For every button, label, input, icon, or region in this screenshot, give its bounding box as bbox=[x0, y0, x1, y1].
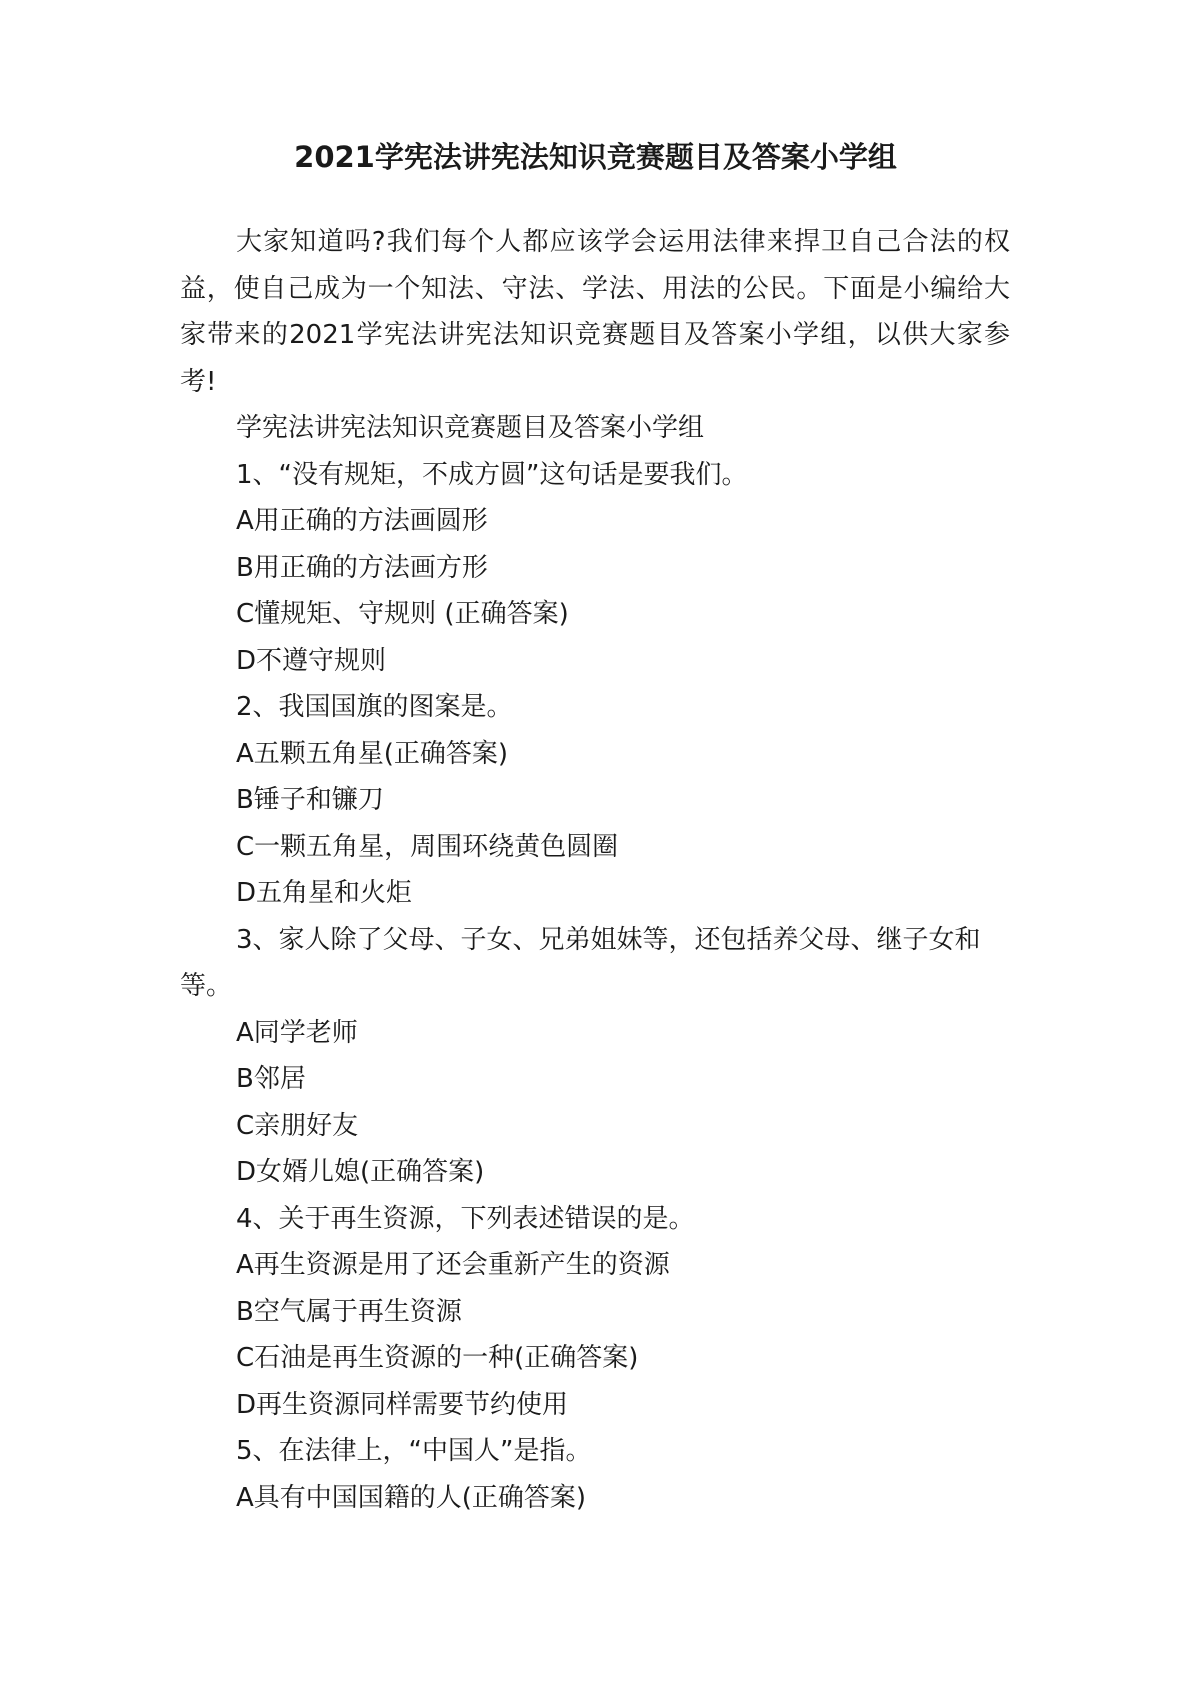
answer-option: C石油是再生资源的一种(正确答案) bbox=[236, 1343, 639, 1373]
answer-option: C懂规矩、守规则 (正确答案) bbox=[236, 599, 569, 629]
question-text: 5、在法律上，“中国人”是指。 bbox=[236, 1436, 592, 1466]
intro-paragraph: 大家知道吗?我们每个人都应该学会运用法律来捍卫自己合法的权益，使自己成为一个知法、守法、学法、用法的公民。下面是小编给大家带来的2021学宪法讲宪法知识竞赛题目及答案小学组，以供大家参考! bbox=[180, 227, 1010, 397]
answer-option: A同学老师 bbox=[236, 1017, 358, 1048]
answer-option: B锤子和镰刀 bbox=[236, 785, 384, 815]
question-block bbox=[180, 684, 1010, 917]
answer-option: A用正确的方法画圆形 bbox=[236, 506, 488, 536]
answer-option: C一颗五角星，周围环绕黄色圆圈 bbox=[236, 831, 619, 862]
question-block bbox=[180, 1428, 1010, 1521]
answer-option: B用正确的方法画方形 bbox=[236, 552, 488, 583]
question-block bbox=[180, 917, 1010, 1196]
question-text: 1、“没有规矩，不成方圆”这句话是要我们。 bbox=[236, 459, 748, 490]
document-body bbox=[180, 219, 1010, 1521]
question-text: 3、家人除了父母、子女、兄弟姐妹等，还包括养父母、继子女和等。 bbox=[180, 924, 981, 1001]
answer-option: D女婿儿媳(正确答案) bbox=[236, 1157, 485, 1187]
question-text: 4、关于再生资源，下列表述错误的是。 bbox=[236, 1203, 695, 1234]
answer-option: B空气属于再生资源 bbox=[236, 1296, 462, 1327]
answer-option: A具有中国国籍的人(正确答案) bbox=[236, 1482, 587, 1513]
answer-option: A再生资源是用了还会重新产生的资源 bbox=[236, 1250, 670, 1280]
answer-option: A五颗五角星(正确答案) bbox=[236, 738, 509, 769]
answer-option: D再生资源同样需要节约使用 bbox=[236, 1389, 569, 1420]
question-block bbox=[180, 1196, 1010, 1429]
question-text: 2、我国国旗的图案是。 bbox=[236, 692, 513, 722]
section-heading: 学宪法讲宪法知识竞赛题目及答案小学组 bbox=[236, 413, 705, 443]
document-title: 2021学宪法讲宪法知识竞赛题目及答案小学组 bbox=[294, 140, 897, 174]
answer-option: C亲朋好友 bbox=[236, 1110, 359, 1141]
answer-option: B邻居 bbox=[236, 1064, 306, 1094]
question-block bbox=[180, 452, 1010, 685]
answer-option: D不遵守规则 bbox=[236, 645, 387, 676]
answer-option: D五角星和火炬 bbox=[236, 878, 413, 908]
